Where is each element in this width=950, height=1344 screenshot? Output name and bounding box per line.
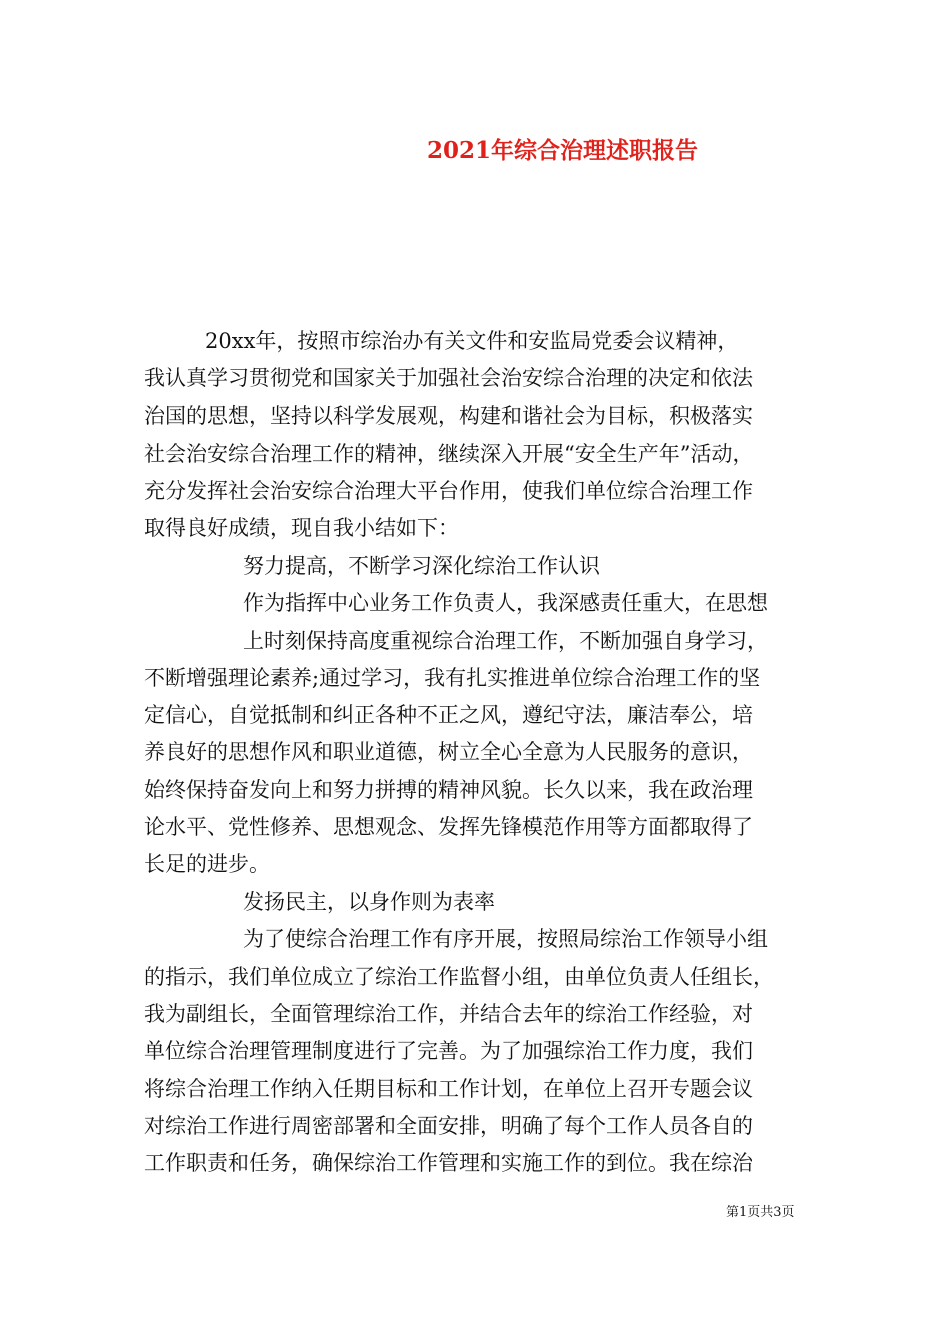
- body-line: 论水平、党性修养、思想观念、发挥先锋模范作用等方面都取得了: [144, 815, 753, 839]
- body-line: 将综合治理工作纳入任期目标和工作计划，在单位上召开专题会议: [144, 1077, 753, 1101]
- body-line: 养良好的思想作风和职业道德，树立全心全意为人民服务的意识，: [144, 740, 753, 764]
- body-line: 单位综合治理管理制度进行了完善。为了加强综治工作力度，我们: [144, 1039, 753, 1063]
- body-line: 为了使综合治理工作有序开展，按照局综治工作领导小组: [243, 927, 768, 951]
- body-line: 长足的进步。: [144, 852, 270, 876]
- body-line: 始终保持奋发向上和努力拼搏的精神风貌。长久以来，我在政治理: [144, 778, 753, 802]
- body-line: 充分发挥社会治安综合治理大平台作用，使我们单位综合治理工作: [144, 479, 753, 503]
- body-line: 的指示，我们单位成立了综治工作监督小组，由单位负责人任组长，: [144, 965, 774, 989]
- body-line: 作为指挥中心业务工作负责人，我深感责任重大，在思想: [243, 591, 768, 615]
- body-line: 取得良好成绩，现自我小结如下：: [144, 516, 459, 540]
- body-line: 治国的思想，坚持以科学发展观，构建和谐社会为目标，积极落实: [144, 404, 753, 428]
- body-line: 20xx年，按照市综治办有关文件和安监局党委会议精神，: [205, 329, 739, 353]
- body-line: 定信心，自觉抵制和纠正各种不正之风，遵纪守法，廉洁奉公，培: [144, 703, 753, 727]
- page-number-footer: 第1页共3页: [726, 1205, 795, 1220]
- body-line: 工作职责和任务，确保综治工作管理和实施工作的到位。我在综治: [144, 1151, 753, 1175]
- body-line: 我认真学习贯彻党和国家关于加强社会治安综合治理的决定和依法: [144, 366, 753, 390]
- section-heading: 发扬民主，以身作则为表率: [243, 890, 495, 914]
- body-line: 对综治工作进行周密部署和全面安排，明确了每个工作人员各自的: [144, 1114, 753, 1138]
- document-title: 2021年综合治理述职报告: [427, 137, 699, 164]
- body-line: 我为副组长，全面管理综治工作，并结合去年的综治工作经验，对: [144, 1002, 753, 1026]
- section-heading: 努力提高，不断学习深化综治工作认识: [243, 554, 600, 578]
- body-line: 社会治安综合治理工作的精神，继续深入开展“安全生产年”活动，: [144, 442, 754, 466]
- body-line: 不断增强理论素养;通过学习，我有扎实推进单位综合治理工作的坚: [144, 666, 761, 690]
- body-line: 上时刻保持高度重视综合治理工作，不断加强自身学习，: [243, 629, 768, 653]
